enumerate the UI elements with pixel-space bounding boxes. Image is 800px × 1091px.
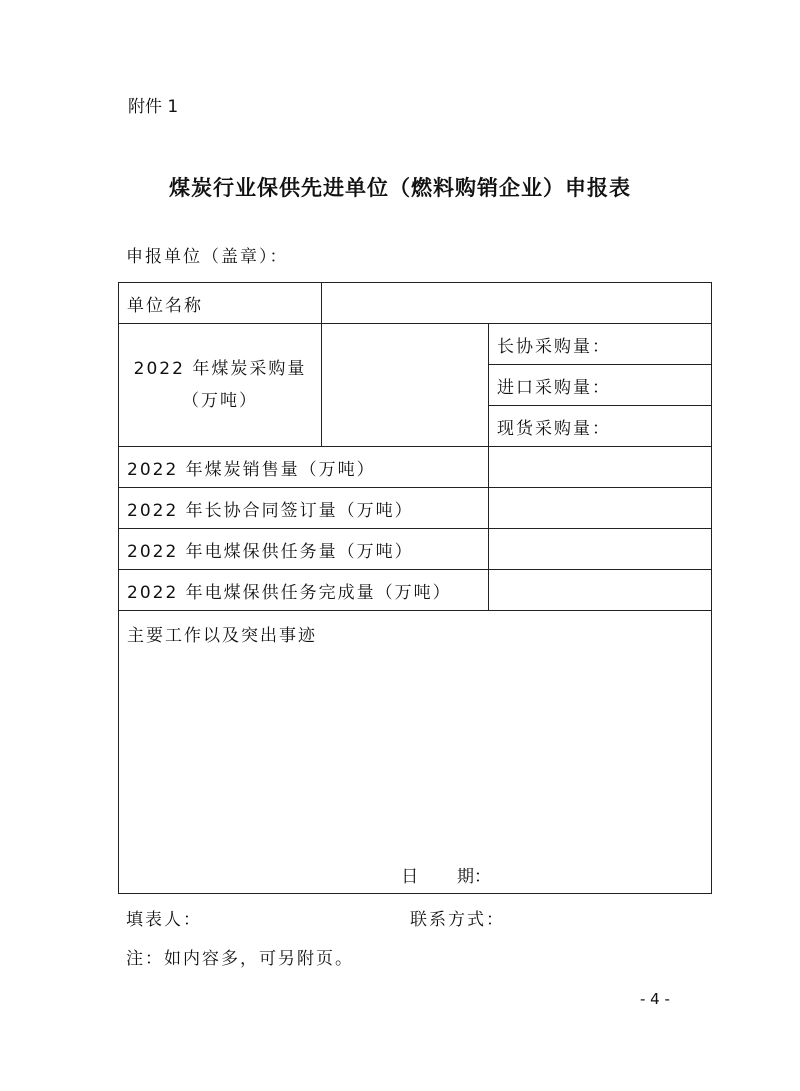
contract-label: 2022 年长协合同签订量（万吨） bbox=[119, 488, 489, 529]
long-term-purchase-field[interactable]: 长协采购量： bbox=[489, 324, 712, 365]
filler-label: 填表人： bbox=[126, 910, 202, 930]
purchase-label-line1: 2022 年煤炭采购量 bbox=[133, 359, 307, 379]
contact-label: 联系方式： bbox=[410, 910, 505, 930]
supply-task-field[interactable] bbox=[489, 529, 712, 570]
row-purchase bbox=[119, 324, 712, 365]
row-unit-name bbox=[119, 283, 712, 324]
achievements-field[interactable] bbox=[119, 611, 712, 894]
attachment-label: 附件 1 bbox=[128, 97, 179, 117]
unit-name-field[interactable] bbox=[322, 283, 712, 324]
purchase-label bbox=[119, 324, 322, 447]
unit-name-label: 单位名称 bbox=[119, 283, 322, 324]
contract-field[interactable] bbox=[489, 488, 712, 529]
import-purchase-field[interactable]: 进口采购量： bbox=[489, 365, 712, 406]
row-sales bbox=[119, 447, 712, 488]
date-label-a: 日 bbox=[401, 867, 419, 887]
page-number: - 4 - bbox=[640, 990, 670, 1008]
supply-done-field[interactable] bbox=[489, 570, 712, 611]
applicant-unit-line: 申报单位（盖章）： bbox=[126, 247, 289, 267]
purchase-label-line2: （万吨） bbox=[182, 391, 258, 411]
row-supply-task bbox=[119, 529, 712, 570]
supply-task-label: 2022 年电煤保供任务量（万吨） bbox=[119, 529, 489, 570]
application-form-table bbox=[118, 282, 712, 894]
note-text: 注：如内容多，可另附页。 bbox=[126, 949, 354, 969]
achievements-label: 主要工作以及突出事迹 bbox=[127, 626, 317, 646]
sales-field[interactable] bbox=[489, 447, 712, 488]
row-contract bbox=[119, 488, 712, 529]
spot-purchase-field[interactable]: 现货采购量： bbox=[489, 406, 712, 447]
sales-label: 2022 年煤炭销售量（万吨） bbox=[119, 447, 489, 488]
supply-done-label: 2022 年电煤保供任务完成量（万吨） bbox=[119, 570, 489, 611]
date-label-b: 期： bbox=[457, 867, 491, 887]
row-achievements bbox=[119, 611, 712, 894]
date-label bbox=[401, 862, 491, 887]
purchase-total-field[interactable] bbox=[322, 324, 489, 447]
row-supply-done bbox=[119, 570, 712, 611]
form-title: 煤炭行业保供先进单位（燃料购销企业）申报表 bbox=[169, 176, 631, 200]
